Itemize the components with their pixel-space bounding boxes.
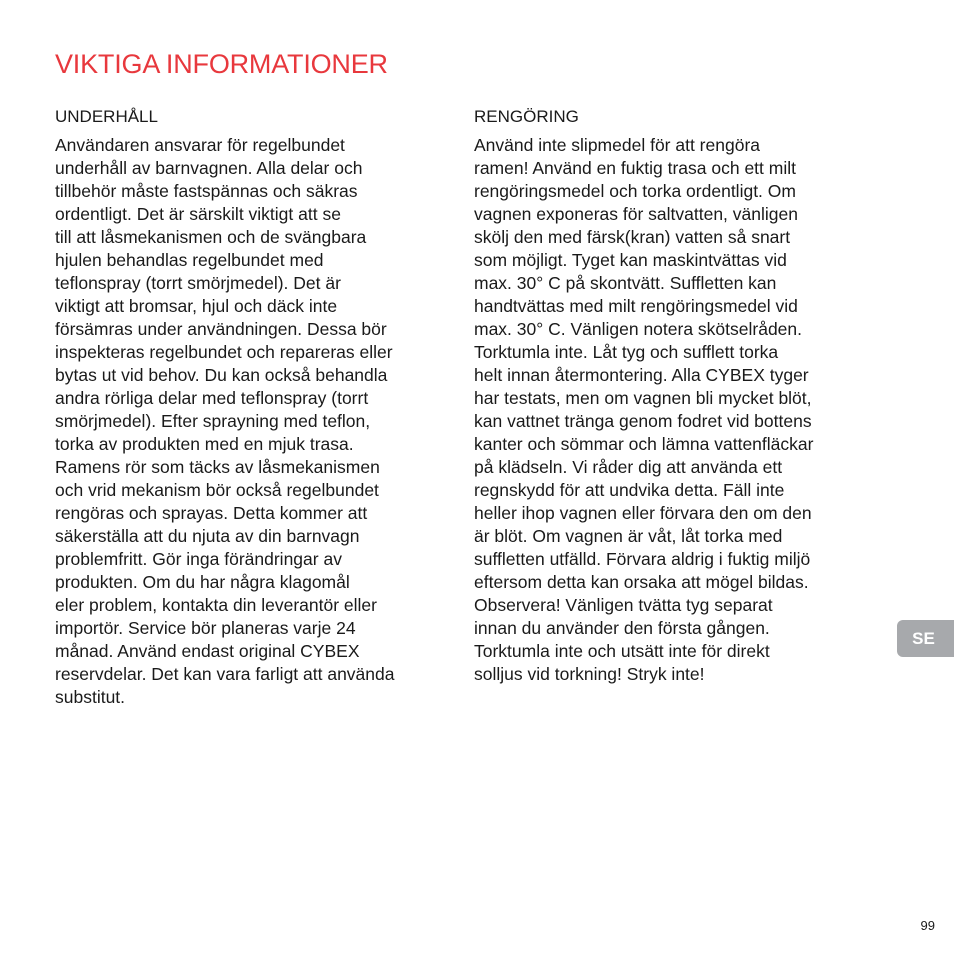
page-number: 99 — [920, 918, 935, 933]
text-line: har testats, men om vagnen bli mycket blöt, — [474, 388, 812, 408]
text-line: handtvättas med milt rengöringsmedel vid — [474, 296, 798, 316]
text-line: problemfritt. Gör inga förändringar av — [55, 549, 342, 569]
text-line: eler problem, kontakta din leverantör eller — [55, 595, 377, 615]
text-line: vagnen exponeras för saltvatten, vänligen — [474, 204, 798, 224]
text-line: tillbehör måste fastspännas och säkras — [55, 181, 358, 201]
text-line: skölj den med färsk(kran) vatten så snart — [474, 227, 791, 247]
text-line: viktigt att bromsar, hjul och däck inte — [55, 296, 338, 316]
text-line: substitut. — [55, 687, 126, 707]
maintenance-body — [55, 134, 440, 709]
text-line: max. 30° C på skontvätt. Suffletten kan — [474, 273, 777, 293]
text-line: på klädseln. Vi råder dig att använda ett — [474, 457, 783, 477]
cleaning-heading: RENGÖRING — [474, 107, 579, 126]
text-line: hjulen behandlas regelbundet med — [55, 250, 324, 270]
text-line: rengöringsmedel och torka ordentligt. Om — [474, 181, 796, 201]
text-line: suffletten utfälld. Förvara aldrig i fuktig miljö — [474, 549, 811, 569]
text-line: är blöt. Om vagnen är våt, låt torka med — [474, 526, 783, 546]
text-line: regnskydd för att undvika detta. Fäll inte — [474, 480, 785, 500]
cleaning-body — [474, 134, 859, 686]
text-line: till att låsmekanismen och de svängbara — [55, 227, 367, 247]
text-line: smörjmedel). Efter sprayning med teflon, — [55, 411, 371, 431]
text-line: helt innan återmontering. Alla CYBEX tyger — [474, 365, 809, 385]
text-line: kanter och sömmar och lämna vattenfläckar — [474, 434, 814, 454]
text-line: max. 30° C. Vänligen notera skötselråden. — [474, 319, 803, 339]
text-line: reservdelar. Det kan vara farligt att använda — [55, 664, 395, 684]
text-line: kan vattnet tränga genom fodret vid bottens — [474, 411, 812, 431]
text-line: solljus vid torkning! Stryk inte! — [474, 664, 705, 684]
text-line: försämras under användningen. Dessa bör — [55, 319, 387, 339]
text-line: importör. Service bör planeras varje 24 — [55, 618, 356, 638]
text-line: och vrid mekanism bör också regelbundet — [55, 480, 379, 500]
text-line: torka av produkten med en mjuk trasa. — [55, 434, 354, 454]
text-line: Använd inte slipmedel för att rengöra — [474, 135, 760, 155]
text-line: Torktumla inte och utsätt inte för direkt — [474, 641, 770, 661]
text-line: innan du använder den första gången. — [474, 618, 770, 638]
text-line: månad. Använd endast original CYBEX — [55, 641, 360, 661]
maintenance-section — [55, 105, 440, 709]
text-line: inspekteras regelbundet och repareras eller — [55, 342, 393, 362]
text-line: Användaren ansvarar för regelbundet — [55, 135, 345, 155]
text-line: heller ihop vagnen eller förvara den om den — [474, 503, 812, 523]
text-line: Ramens rör som täcks av låsmekanismen — [55, 457, 380, 477]
text-line: ordentligt. Det är särskilt viktigt att se — [55, 204, 341, 224]
text-line: andra rörliga delar med teflonspray (torrt — [55, 388, 369, 408]
text-line: ramen! Använd en fuktig trasa och ett milt — [474, 158, 796, 178]
text-line: underhåll av barnvagnen. Alla delar och — [55, 158, 363, 178]
text-line: eftersom detta kan orsaka att mögel bildas. — [474, 572, 809, 592]
page-title: VIKTIGA INFORMATIONER — [55, 49, 388, 79]
text-line: Observera! Vänligen tvätta tyg separat — [474, 595, 773, 615]
text-line: säkerställa att du njuta av din barnvagn — [55, 526, 360, 546]
maintenance-heading: UNDERHÅLL — [55, 107, 158, 126]
cleaning-section — [474, 105, 859, 686]
text-line: bytas ut vid behov. Du kan också behandla — [55, 365, 388, 385]
text-line: Torktumla inte. Låt tyg och sufflett torka — [474, 342, 779, 362]
text-line: som möjligt. Tyget kan maskintvättas vid — [474, 250, 787, 270]
text-line: rengöras och sprayas. Detta kommer att — [55, 503, 368, 523]
language-badge: SE — [897, 620, 954, 657]
text-line: produkten. Om du har några klagomål — [55, 572, 350, 592]
text-line: teflonspray (torrt smörjmedel). Det är — [55, 273, 341, 293]
